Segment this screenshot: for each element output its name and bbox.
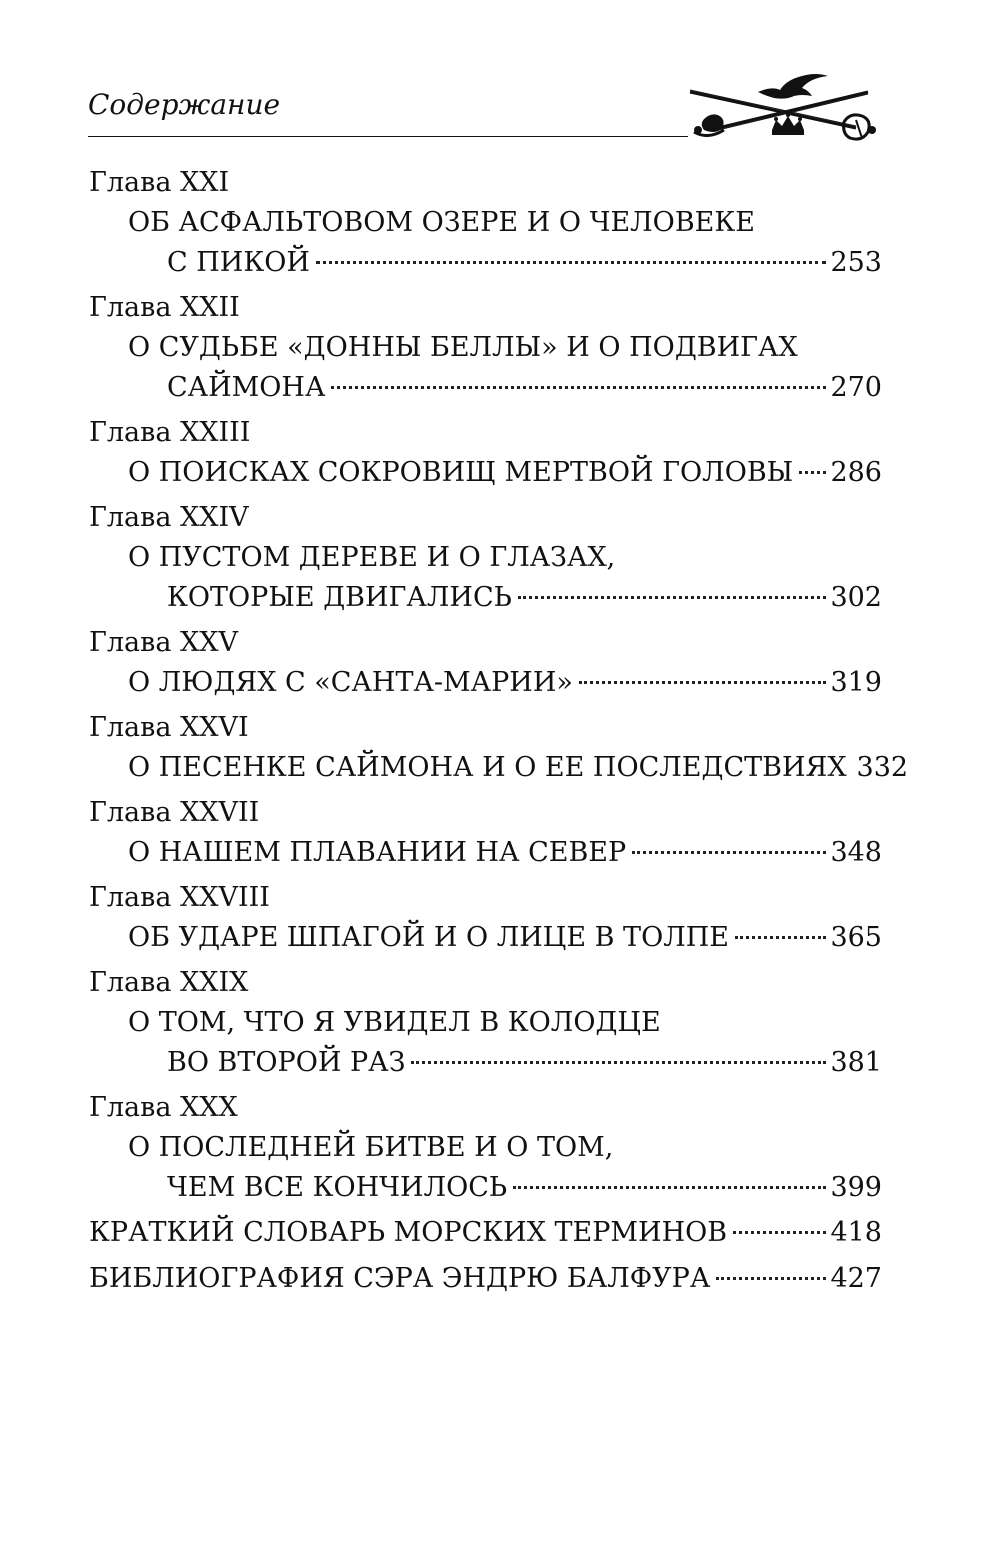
dot-leader: [513, 1186, 826, 1189]
page-number: 348: [830, 837, 882, 868]
page-number: 319: [830, 667, 882, 698]
chapter-title-row[interactable]: [0, 243, 882, 283]
chapter-title-line: О ПОСЛЕДНЕЙ БИТВЕ И О ТОМ,: [128, 1132, 614, 1163]
chapter-title: САЙМОНА: [167, 372, 326, 403]
chapter-title-row[interactable]: [0, 833, 882, 873]
toc-chapter-entry: [0, 623, 1000, 703]
chapter-label: Глава XXV: [89, 627, 238, 658]
chapter-label: Глава XXII: [89, 292, 240, 323]
chapter-title-row[interactable]: [0, 918, 882, 958]
chapter-label: Глава XXVII: [89, 797, 260, 828]
chapter-title: О ПОИСКАХ СОКРОВИЩ МЕРТВОЙ ГОЛОВЫ: [128, 457, 794, 488]
chapter-title: О ПЕСЕНКЕ САЙМОНА И О ЕЕ ПОСЛЕДСТВИЯХ: [128, 752, 847, 783]
page-number: 270: [830, 372, 882, 403]
chapter-label: Глава XXVI: [89, 712, 249, 743]
page-number: 399: [830, 1172, 882, 1203]
dot-leader: [716, 1277, 826, 1280]
toc-chapter-entry: [0, 288, 1000, 408]
page-title: Содержание: [88, 88, 281, 121]
dot-leader: [579, 681, 827, 684]
chapter-title: О НАШЕМ ПЛАВАНИИ НА СЕВЕР: [128, 837, 627, 868]
dot-leader: [518, 596, 827, 599]
page-number: 427: [830, 1263, 882, 1294]
page-number: 253: [830, 247, 882, 278]
header-underline: [88, 136, 688, 137]
chapter-title-line: О ТОМ, ЧТО Я УВИДЕЛ В КОЛОДЦЕ: [128, 1007, 661, 1038]
dot-leader: [735, 936, 826, 939]
page-number: 286: [830, 457, 882, 488]
chapter-title-row[interactable]: [0, 1043, 882, 1083]
chapter-title-row[interactable]: [0, 1168, 882, 1208]
page-number: 332: [856, 752, 909, 783]
chapter-title-row[interactable]: [0, 748, 909, 788]
chapter-title: ВО ВТОРОЙ РАЗ: [167, 1047, 406, 1078]
toc-chapter-entry: [0, 708, 1000, 788]
chapter-label: Глава XXX: [89, 1092, 238, 1123]
table-of-contents: [0, 163, 1000, 1305]
page-number: 365: [830, 922, 882, 953]
chapter-title: ОБ УДАРЕ ШПАГОЙ И О ЛИЦЕ В ТОЛПЕ: [128, 922, 729, 953]
chapter-label: Глава XXIV: [89, 502, 249, 533]
appendix-entry[interactable]: [0, 1259, 882, 1299]
dot-leader: [799, 471, 826, 474]
toc-chapter-entry: [0, 498, 1000, 618]
toc-chapter-entry: [0, 793, 1000, 873]
dot-leader: [632, 851, 826, 854]
toc-chapter-entry: [0, 1088, 1000, 1208]
chapter-title-line: О ПУСТОМ ДЕРЕВЕ И О ГЛАЗАХ,: [128, 542, 616, 573]
chapter-title: КОТОРЫЕ ДВИГАЛИСЬ: [167, 582, 512, 613]
chapter-label: Глава XXI: [89, 167, 230, 198]
appendix-title: КРАТКИЙ СЛОВАРЬ МОРСКИХ ТЕРМИНОВ: [89, 1217, 728, 1248]
chapter-label: Глава XXVIII: [89, 882, 270, 913]
page-number: 381: [830, 1047, 882, 1078]
dot-leader: [411, 1061, 826, 1064]
chapter-title-row[interactable]: [0, 578, 882, 618]
chapter-title-row[interactable]: [0, 663, 882, 703]
chapter-title-row[interactable]: [0, 368, 882, 408]
toc-appendix-entries: [0, 1213, 1000, 1299]
crossed-swords-eagle-crown-icon: [688, 70, 888, 150]
chapter-title-line: ОБ АСФАЛЬТОВОМ ОЗЕРЕ И О ЧЕЛОВЕКЕ: [128, 207, 755, 238]
chapter-title-line: О СУДЬБЕ «ДОННЫ БЕЛЛЫ» И О ПОДВИГАХ: [128, 332, 798, 363]
chapter-title-row[interactable]: [0, 453, 882, 493]
dot-leader: [331, 386, 826, 389]
page-header: [88, 70, 888, 150]
toc-chapter-entry: [0, 878, 1000, 958]
toc-chapter-entry: [0, 963, 1000, 1083]
chapter-label: Глава XXIX: [89, 967, 249, 998]
appendix-title: БИБЛИОГРАФИЯ СЭРА ЭНДРЮ БАЛФУРА: [89, 1263, 711, 1294]
dot-leader: [733, 1231, 826, 1234]
chapter-title: О ЛЮДЯХ С «САНТА-МАРИИ»: [128, 667, 573, 698]
toc-chapter-entry: [0, 413, 1000, 493]
toc-chapter-entry: [0, 163, 1000, 283]
dot-leader: [316, 261, 827, 264]
chapter-title: ЧЕМ ВСЕ КОНЧИЛОСЬ: [167, 1172, 508, 1203]
chapter-title: С ПИКОЙ: [167, 247, 310, 278]
page-number: 302: [830, 582, 882, 613]
chapter-label: Глава XXIII: [89, 417, 251, 448]
page-number: 418: [830, 1217, 882, 1248]
appendix-entry[interactable]: [0, 1213, 882, 1253]
